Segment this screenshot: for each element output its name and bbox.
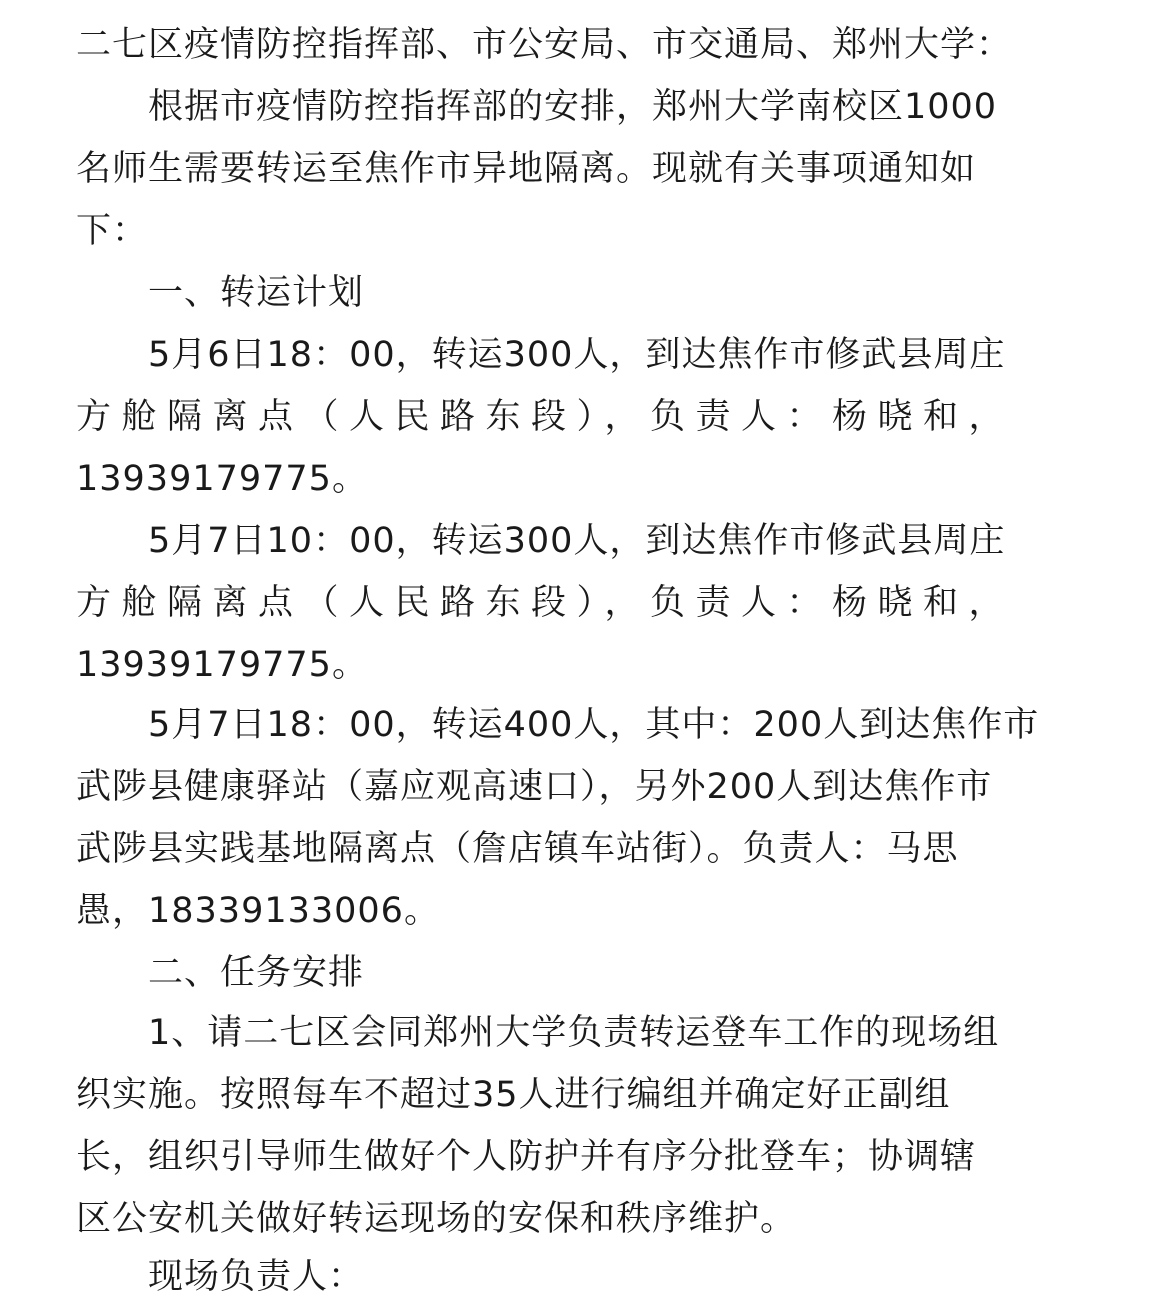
plan-item-line: 5月7日18：00，转运400人，其中：200人到达焦作市 [148, 705, 1040, 745]
task-paragraph-line: 1、请二七区会同郑州大学负责转运登车工作的现场组 [148, 1013, 1000, 1053]
intro-paragraph-line: 名师生需要转运至焦作市异地隔离。现就有关事项通知如 [76, 149, 977, 189]
onsite-lead-label: 现场负责人： [148, 1257, 365, 1297]
intro-paragraph-line: 下： [76, 211, 149, 251]
task-paragraph-line: 长，组织引导师生做好个人防护并有序分批登车；协调辖 [76, 1137, 977, 1177]
intro-paragraph-line: 根据市疫情防控指挥部的安排，郑州大学南校区1000 [148, 87, 998, 127]
plan-item-line: 方舱隔离点（人民路东段），负责人：杨晓和， [76, 397, 1015, 437]
section-heading-task-arrangement: 二、任务安排 [148, 953, 365, 993]
plan-item-line: 5月7日10：00，转运300人，到达焦作市修武县周庄 [148, 521, 1006, 561]
addressee-line: 二七区疫情防控指挥部、市公安局、市交通局、郑州大学： [76, 25, 1013, 65]
plan-item-phone: 13939179775。 [76, 645, 368, 685]
plan-item-line: 武陟县实践基地隔离点（詹店镇车站街）。负责人：马思 [76, 829, 959, 869]
section-heading-transfer-plan: 一、转运计划 [148, 273, 365, 313]
plan-item-phone: 13939179775。 [76, 459, 368, 499]
plan-item-phone: 愚，18339133006。 [76, 891, 440, 931]
plan-item-line: 5月6日18：00，转运300人，到达焦作市修武县周庄 [148, 335, 1006, 375]
plan-item-line: 方舱隔离点（人民路东段），负责人：杨晓和， [76, 583, 1015, 623]
task-paragraph-line: 织实施。按照每车不超过35人进行编组并确定好正副组 [76, 1075, 951, 1115]
plan-item-line: 武陟县健康驿站（嘉应观高速口），另外200人到达焦作市 [76, 767, 993, 807]
task-paragraph-line: 区公安机关做好转运现场的安保和秩序维护。 [76, 1199, 797, 1239]
